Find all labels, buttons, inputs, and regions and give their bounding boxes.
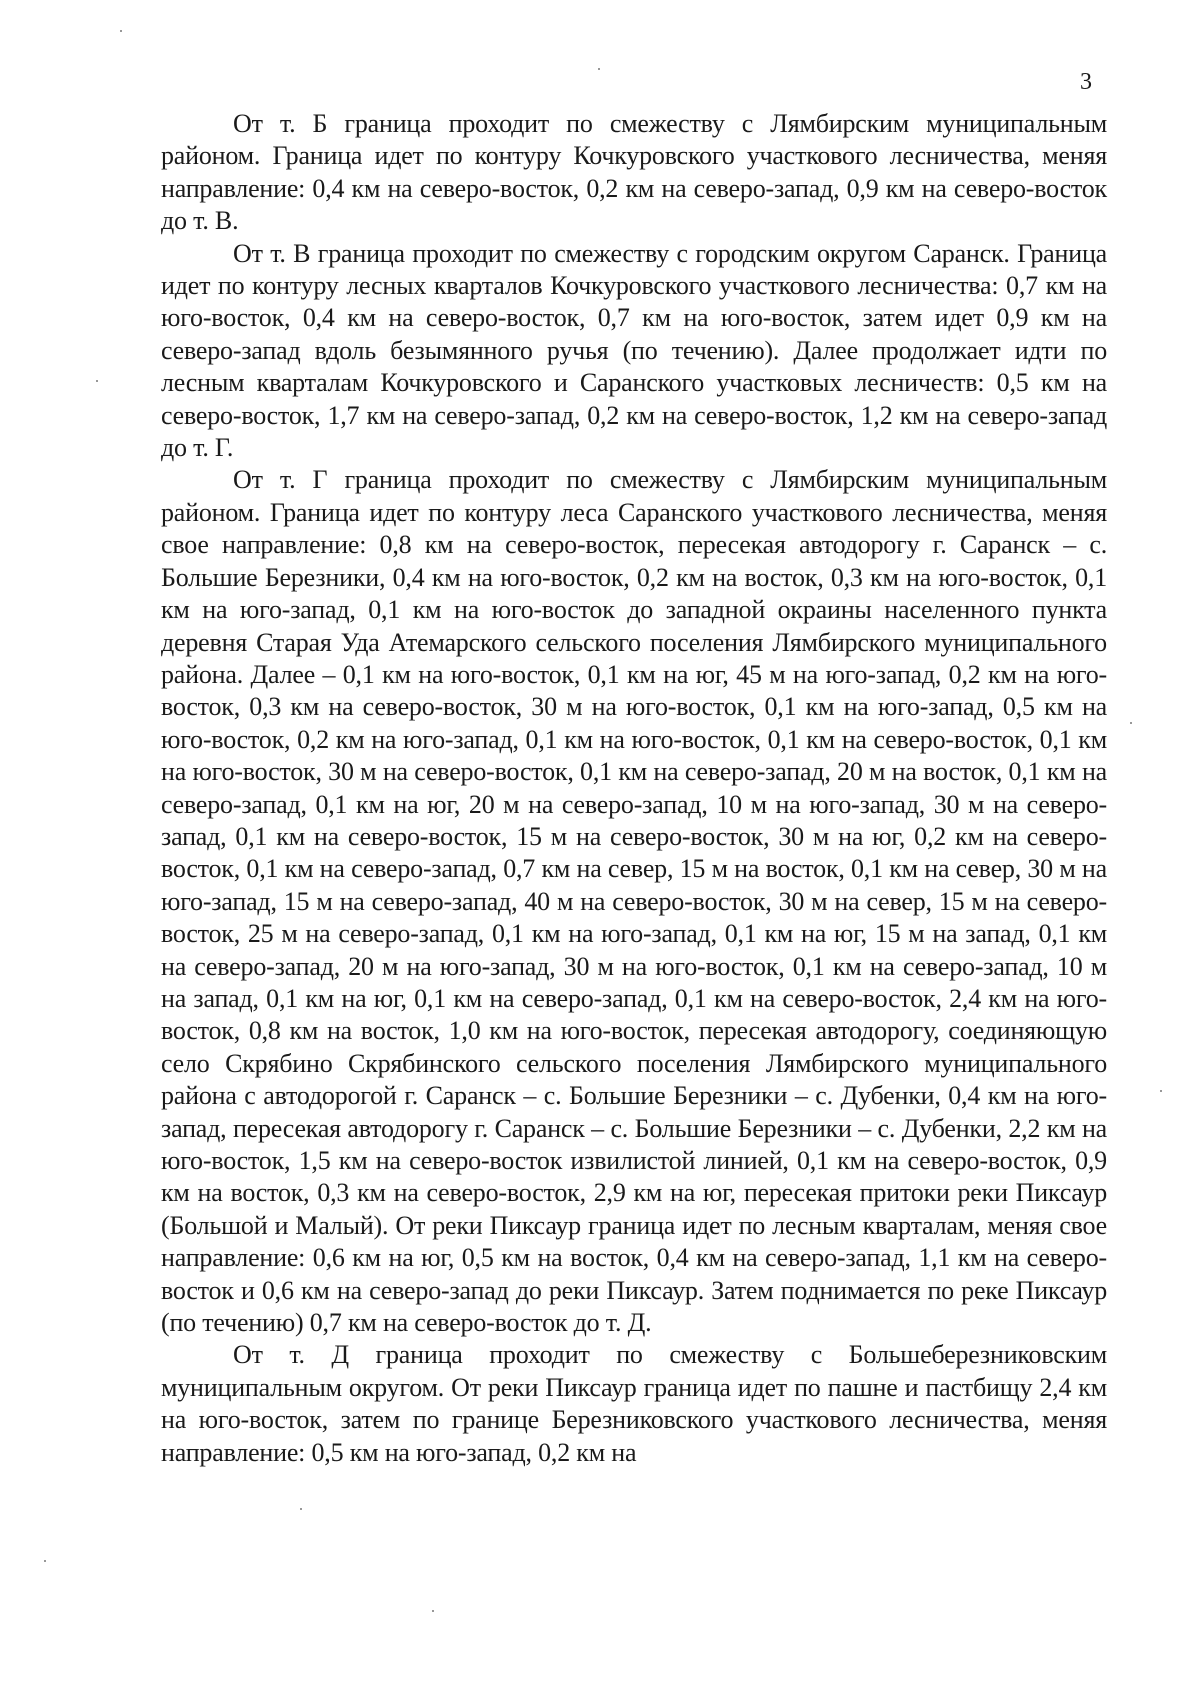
scan-speck — [432, 1610, 434, 1612]
paragraph-point-d: От т. Д граница проходит по смежеству с Большеберезниковским муниципальным округом. От реки Пиксаур граница идет по пашне и пастбищу 2,4 км на юго-восток, затем по границе Березниковского участкового лесничества, меняя направление: 0,5 км на юго-запад, 0,2 км на — [161, 1340, 1107, 1467]
scan-speck — [1160, 1090, 1162, 1092]
paragraph-point-v: От т. В граница проходит по смежеству с городским округом Саранск. Граница идет по контуру лесных кварталов Кочкуровского участкового лесничества: 0,7 км на юго-восток, 0,4 км на северо-восток, 0,7 км на юго-восток, затем идет 0,9 км на северо-запад вдоль безымянного ручья (по течению). Далее продолжает идти по лесным кварталам Кочкуровского и Саранского участковых лесничеств: 0,5 км на северо-восток, 1,7 км на северо-запад, 0,2 км на северо-восток, 1,2 км на северо-запад до т. Г. — [161, 238, 1107, 463]
scan-speck — [1130, 722, 1132, 724]
document-body — [161, 108, 1107, 1469]
scan-speck — [44, 1560, 46, 1562]
scan-speck — [96, 380, 98, 382]
scan-speck — [300, 1508, 302, 1510]
paragraph-point-b: От т. Б граница проходит по смежеству с Лямбирским муниципальным районом. Граница идет по контуру Кочкуровского участкового лесничества, меняя направление: 0,4 км на северо-восток, 0,2 км на северо-запад, 0,9 км на северо-восток до т. В. — [161, 109, 1107, 236]
scan-speck — [120, 30, 122, 32]
page-number: 3 — [1080, 69, 1092, 95]
scan-speck — [598, 68, 600, 70]
paragraph-point-g: От т. Г граница проходит по смежеству с Лямбирским муниципальным районом. Граница идет по контуру леса Саранского участкового лесничества, меняя свое направление: 0,8 км на северо-восток, пересекая автодорогу г. Саранск – с. Большие Березники, 0,4 км на юго-восток, 0,2 км на восток, 0,3 км на юго-восток, 0,1 км на юго-запад, 0,1 км на юго-восток до западной окраины населенного пункта деревня Старая Уда Атемарского сельского поселения Лямбирского муниципального района. Далее – 0,1 км на юго-восток, 0,1 км на юг, 45 м на юго-запад, 0,2 км на юго-восток, 0,3 км на северо-восток, 30 м на юго-восток, 0,1 км на юго-запад, 0,5 км на юго-восток, 0,2 км на юго-запад, 0,1 км на юго-восток, 0,1 км на северо-восток, 0,1 км на юго-восток, 30 м на северо-восток, 0,1 км на северо-запад, 20 м на восток, 0,1 км на северо-запад, 0,1 км на юг, 20 м на северо-запад, 10 м на юго-запад, 30 м на северо-запад, 0,1 км на северо-восток, 15 м на северо-восток, 30 м на юг, 0,2 км на северо-восток, 0,1 км на северо-запад, 0,7 км на север, 15 м на восток, 0,1 км на север, 30 м на юго-запад, 15 м на северо-запад, 40 м на северо-восток, 30 м на север, 15 м на северо-восток, 25 м на северо-запад, 0,1 км на юго-запад, 0,1 км на юг, 15 м на запад, 0,1 км на северо-запад, 20 м на юго-запад, 30 м на юго-восток, 0,1 км на северо-запад, 10 м на запад, 0,1 км на юг, 0,1 км на северо-запад, 0,1 км на северо-восток, 2,4 км на юго-восток, 0,8 км на восток, 1,0 км на юго-восток, пересекая автодорогу, соединяющую село Скрябино Скрябинского сельского поселения Лямбирского муниципального района с автодорогой г. Саранск – с. Большие Березники – с. Дубенки, 0,4 км на юго-запад, пересекая автодорогу г. Саранск – с. Большие Березники – с. Дубенки, 2,2 км на юго-восток, 1,5 км на северо-восток извилистой линией, 0,1 км на северо-восток, 0,9 км на восток, 0,3 км на северо-восток, 2,9 км на юг, пересекая притоки реки Пиксаур (Большой и Малый). От реки Пиксаур граница идет по лесным кварталам, меняя свое направление: 0,6 км на юг, 0,5 км на восток, 0,4 км на северо-запад, 1,1 км на северо-восток и 0,6 км на северо-запад до реки Пиксаур. Затем поднимается по реке Пиксаур (по течению) 0,7 км на северо-восток до т. Д. — [161, 465, 1107, 1338]
